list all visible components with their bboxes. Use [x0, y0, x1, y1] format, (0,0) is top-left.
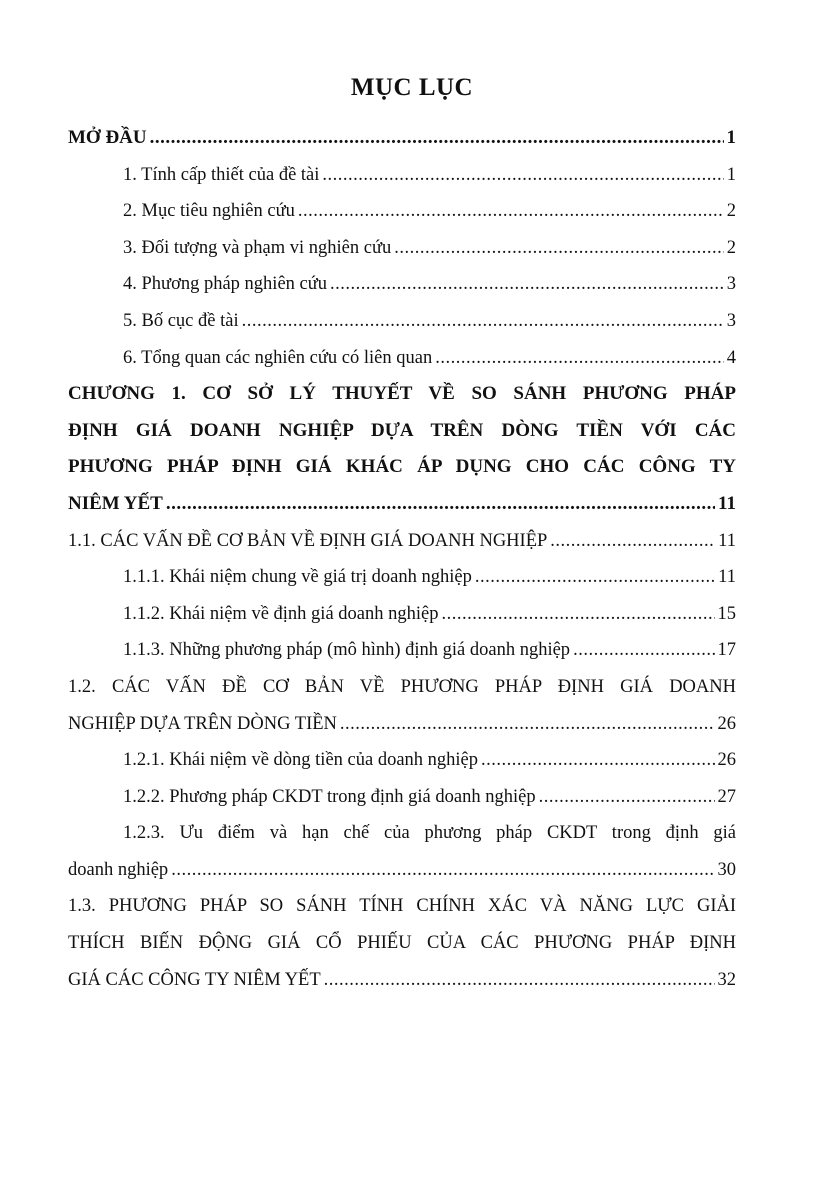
- toc-page-number: 27: [717, 786, 736, 807]
- toc-section-1-2-3-line-1[interactable]: 1.2.3. Ưu điểm và hạn chế của phương pháp CKDT trong định giá: [123, 823, 736, 844]
- toc-chapter-1-line-2[interactable]: ĐỊNH GIÁ DOANH NGHIỆP DỰA TRÊN DÒNG TIỀN VỚI CÁC: [68, 419, 736, 441]
- toc-section-1-2-line-1[interactable]: 1.2. CÁC VẤN ĐỀ CƠ BẢN VỀ PHƯƠNG PHÁP ĐỊNH GIÁ DOANH: [68, 676, 736, 697]
- dot-leader: [322, 157, 723, 194]
- dot-leader: [340, 706, 715, 743]
- toc-entry-text: 5. Bố cục đề tài: [123, 310, 239, 331]
- toc-page-number: 3: [726, 310, 736, 331]
- toc-section-1-1-2[interactable]: [68, 596, 736, 633]
- toc-entry-text: 2. Mục tiêu nghiên cứu: [123, 201, 295, 222]
- toc-page-number: 32: [717, 969, 736, 990]
- toc-page-number: 2: [726, 237, 736, 258]
- toc-section-1-3-line-2[interactable]: THÍCH BIẾN ĐỘNG GIÁ CỔ PHIẾU CỦA CÁC PHƯƠNG PHÁP ĐỊNH: [68, 933, 736, 954]
- toc-page-number: 26: [717, 750, 736, 771]
- dot-leader: [298, 193, 724, 230]
- toc-section-1-1-3[interactable]: [68, 632, 736, 669]
- toc-entry-6[interactable]: [68, 340, 736, 377]
- toc-entry-text: GIÁ CÁC CÔNG TY NIÊM YẾT: [68, 969, 321, 990]
- toc-page-number: 3: [726, 274, 736, 295]
- toc-page-number: 30: [717, 859, 736, 880]
- dot-leader: [441, 596, 714, 633]
- toc-page-number: 4: [726, 347, 736, 368]
- toc-entry-text: 1.1. CÁC VẤN ĐỀ CƠ BẢN VỀ ĐỊNH GIÁ DOANH NGHIỆP: [68, 530, 548, 551]
- dot-leader: [475, 559, 715, 596]
- dot-leader: [171, 852, 714, 889]
- toc-section-1-1-1[interactable]: [68, 559, 736, 596]
- toc-entry-text: 1.1.1. Khái niệm chung về giá trị doanh nghiệp: [123, 567, 472, 588]
- toc-page-number: 17: [717, 640, 736, 661]
- toc-chapter-1-last-line[interactable]: [68, 486, 736, 523]
- toc-entry-3[interactable]: [68, 230, 736, 267]
- toc-entry-text: 3. Đối tượng và phạm vi nghiên cứu: [123, 237, 392, 258]
- dot-leader: [394, 230, 724, 267]
- toc-entry-text: 1.2.2. Phương pháp CKDT trong định giá doanh nghiệp: [123, 786, 536, 807]
- toc-entry-text: 1.2.1. Khái niệm về dòng tiền của doanh nghiệp: [123, 750, 479, 771]
- toc-section-1-1[interactable]: [68, 523, 736, 560]
- dot-leader: [150, 120, 724, 157]
- dot-leader: [330, 266, 724, 303]
- table-of-contents: [68, 120, 736, 998]
- toc-page-number: 1: [726, 164, 736, 185]
- dot-leader: [242, 303, 724, 340]
- toc-entry-5[interactable]: [68, 303, 736, 340]
- toc-section-1-2-last-line[interactable]: [68, 706, 736, 743]
- toc-entry-1[interactable]: [68, 157, 736, 194]
- toc-entry-text: 6. Tổng quan các nghiên cứu có liên quan: [123, 347, 433, 368]
- toc-section-1-3-last-line[interactable]: [68, 962, 736, 999]
- toc-section-1-2-3-last-line[interactable]: [68, 852, 736, 889]
- toc-page-number: 15: [717, 603, 736, 624]
- toc-page-number: 2: [726, 201, 736, 222]
- toc-section-1-3-line-1[interactable]: 1.3. PHƯƠNG PHÁP SO SÁNH TÍNH CHÍNH XÁC VÀ NĂNG LỰC GIẢI: [68, 896, 736, 917]
- toc-page-number: 11: [718, 492, 736, 514]
- toc-chapter-1-line-1[interactable]: CHƯƠNG 1. CƠ SỞ LÝ THUYẾT VỀ SO SÁNH PHƯƠNG PHÁP: [68, 383, 736, 405]
- toc-entry-text: 1.1.2. Khái niệm về định giá doanh nghiệp: [123, 603, 439, 624]
- toc-entry-text: 4. Phương pháp nghiên cứu: [123, 274, 328, 295]
- toc-chapter-1-line-3[interactable]: PHƯƠNG PHÁP ĐỊNH GIÁ KHÁC ÁP DỤNG CHO CÁC CÔNG TY: [68, 456, 736, 478]
- toc-page-number: 11: [718, 530, 736, 551]
- toc-page-number: 11: [718, 567, 736, 588]
- toc-entry-text: NGHIỆP DỰA TRÊN DÒNG TIỀN: [68, 713, 337, 734]
- toc-entry-mo-dau[interactable]: [68, 120, 736, 157]
- toc-entry-text: doanh nghiệp: [68, 859, 169, 880]
- dot-leader: [573, 632, 714, 669]
- dot-leader: [435, 340, 724, 377]
- toc-entry-text: 1.1.3. Những phương pháp (mô hình) định giá doanh nghiệp: [123, 640, 571, 661]
- toc-page-number: 26: [717, 713, 736, 734]
- toc-section-1-2-1[interactable]: [68, 742, 736, 779]
- toc-entry-text: 1. Tính cấp thiết của đề tài: [123, 164, 320, 185]
- toc-entry-2[interactable]: [68, 193, 736, 230]
- page-title: MỤC LỤC: [350, 74, 474, 101]
- dot-leader: [166, 486, 715, 523]
- dot-leader: [324, 962, 715, 999]
- toc-page-number: 1: [726, 127, 736, 148]
- dot-leader: [481, 742, 714, 779]
- toc-entry-text: NIÊM YẾT: [68, 492, 163, 514]
- toc-section-1-2-2[interactable]: [68, 779, 736, 816]
- toc-entry-text: MỞ ĐẦU: [68, 127, 147, 148]
- toc-entry-4[interactable]: [68, 266, 736, 303]
- dot-leader: [539, 779, 715, 816]
- dot-leader: [550, 523, 715, 560]
